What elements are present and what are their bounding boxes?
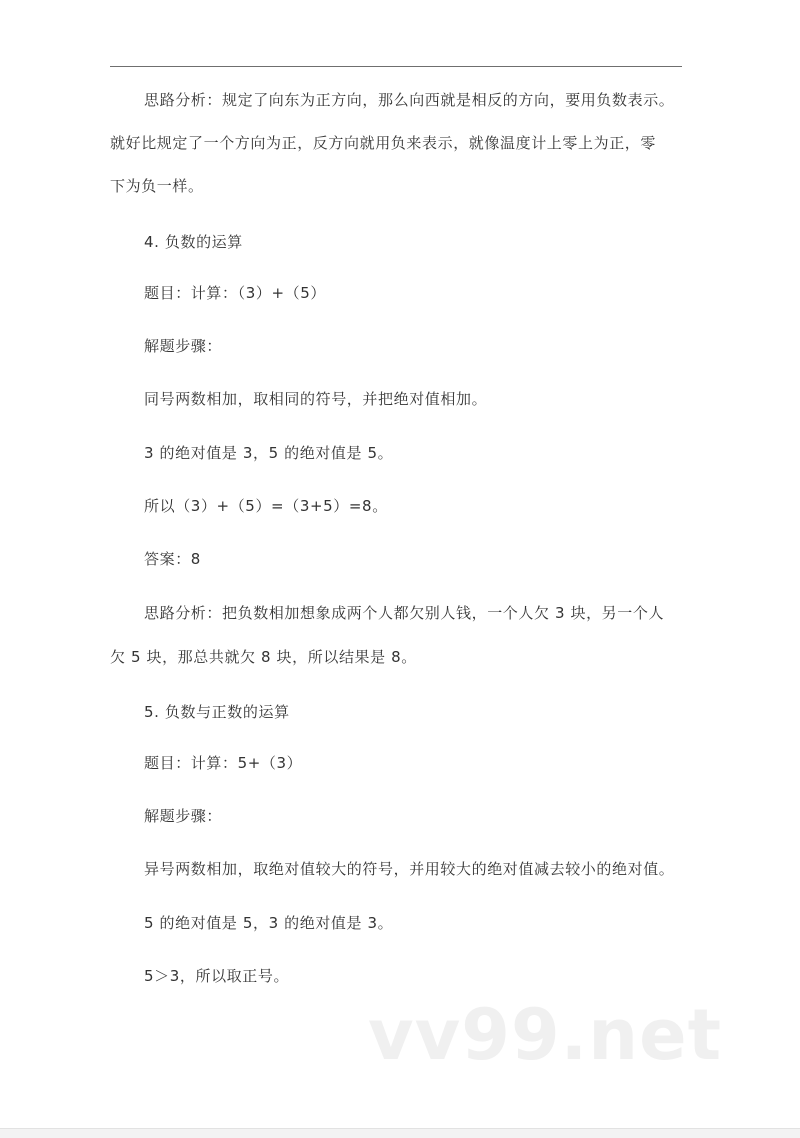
problem-text: 题目：计算：（3）+（5）	[144, 284, 326, 302]
step-text: 5＞3，所以取正号。	[144, 967, 290, 985]
section-heading: 4. 负数的运算	[144, 233, 243, 251]
step-text: 3 的绝对值是 3，5 的绝对值是 5。	[144, 444, 394, 462]
analysis-text-line: 思路分析：规定了向东为正方向，那么向西就是相反的方向，要用负数表示。	[144, 91, 675, 109]
steps-label: 解题步骤：	[144, 337, 223, 355]
steps-label: 解题步骤：	[144, 807, 223, 825]
analysis-text-line: 下为负一样。	[110, 177, 204, 195]
analysis-text-line: 思路分析：把负数相加想象成两个人都欠别人钱，一个人欠 3 块，另一个人	[144, 604, 665, 622]
analysis-text-line: 欠 5 块，那总共就欠 8 块，所以结果是 8。	[110, 648, 417, 666]
header-rule	[110, 66, 682, 67]
problem-text: 题目：计算：5+（3）	[144, 754, 303, 772]
section-heading: 5. 负数与正数的运算	[144, 703, 290, 721]
answer-text: 答案：8	[144, 550, 201, 568]
step-text: 异号两数相加，取绝对值较大的符号，并用较大的绝对值减去较小的绝对值。	[144, 860, 675, 878]
step-text: 同号两数相加，取相同的符号，并把绝对值相加。	[144, 390, 488, 408]
analysis-text-line: 就好比规定了一个方向为正，反方向就用负来表示，就像温度计上零上为正，零	[110, 134, 657, 152]
step-text: 5 的绝对值是 5，3 的绝对值是 3。	[144, 914, 394, 932]
watermark-logo: vv99.net	[368, 994, 723, 1076]
step-text: 所以（3）+（5）=（3+5）=8。	[144, 497, 388, 515]
